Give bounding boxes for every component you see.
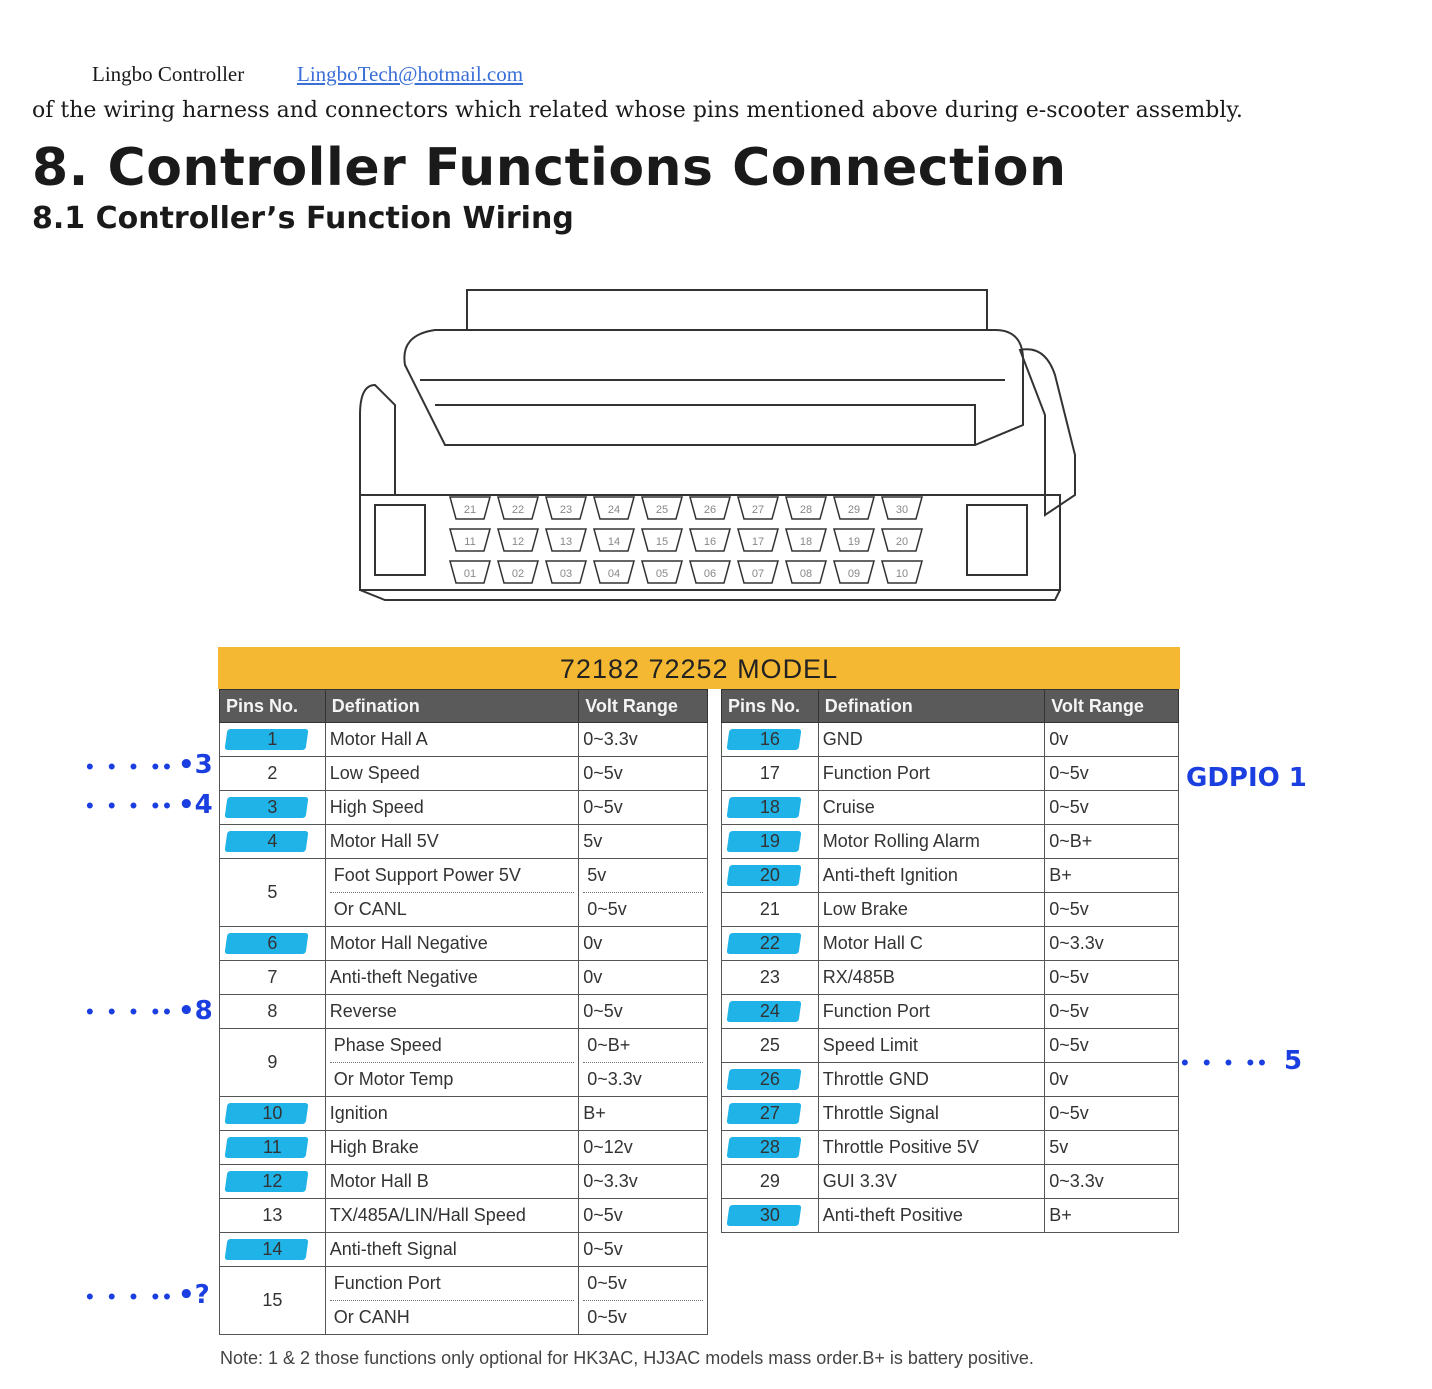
- col-header-defination: Defination: [325, 690, 579, 723]
- connector-slot-label: 15: [655, 536, 669, 548]
- connector-slot-label: 27: [751, 504, 765, 516]
- pin-number-text: 17: [759, 763, 780, 783]
- pin-volt-range: 0~5v: [1045, 1097, 1179, 1131]
- pin-number-text: 23: [759, 967, 780, 987]
- pin-number-text: 26: [759, 1069, 780, 1089]
- pin-definition: High Speed: [325, 791, 579, 825]
- pin-number-text: 8: [267, 1001, 278, 1021]
- pin-number: [220, 1267, 326, 1335]
- connector-slot-label: 24: [607, 504, 621, 516]
- pin-volt-range: 0~5v: [1045, 893, 1179, 927]
- cell-line: 0~5v: [583, 1300, 703, 1334]
- subsection-title: 8.1 Controller’s Function Wiring: [32, 201, 574, 236]
- connector-slot-label: 16: [703, 536, 717, 548]
- pin-number: [220, 1233, 326, 1267]
- pin-definition: Motor Hall C: [818, 927, 1044, 961]
- pin-number: [220, 757, 326, 791]
- pin-volt-range: 0~5v: [579, 995, 708, 1029]
- pin-definition: Function Port: [818, 757, 1044, 791]
- table-row: [220, 1029, 708, 1097]
- pin-volt-range: 0~3.3v: [579, 1165, 708, 1199]
- table-row: [220, 723, 708, 757]
- pin-definition: High Brake: [325, 1131, 579, 1165]
- col-header-volt: Volt Range: [579, 690, 708, 723]
- pin-number: [722, 1199, 819, 1233]
- connector-slot-label: 07: [751, 568, 765, 580]
- table-row: [722, 1097, 1179, 1131]
- connector-slot-label: 02: [511, 568, 525, 580]
- annotation-dots: • • • ••: [86, 793, 175, 818]
- table-row: [722, 1063, 1179, 1097]
- cell-line: 0~3.3v: [583, 1062, 703, 1096]
- annotation-dots: • • • ••: [86, 1284, 175, 1309]
- annotation-dots: • • • ••: [86, 999, 175, 1024]
- pin-number: [722, 859, 819, 893]
- table-row: [722, 1131, 1179, 1165]
- table-row: [722, 995, 1179, 1029]
- connector-slot-label: 21: [463, 504, 477, 516]
- pin-number: [220, 723, 326, 757]
- connector-slot-label: 04: [607, 568, 621, 580]
- annotation-8: •8: [178, 996, 213, 1026]
- pin-volt-range: 0~5v: [579, 1233, 708, 1267]
- table-row: [220, 995, 708, 1029]
- annotation-5: 5: [1284, 1046, 1303, 1076]
- pin-number: [722, 1131, 819, 1165]
- pin-number-text: 15: [262, 1290, 283, 1310]
- pin-definition: Motor Hall Negative: [325, 927, 579, 961]
- table-row: [722, 859, 1179, 893]
- table-row: [220, 927, 708, 961]
- connector-slot-label: 11: [464, 536, 476, 548]
- pin-definition: Throttle Signal: [818, 1097, 1044, 1131]
- pin-definition: Reverse: [325, 995, 579, 1029]
- pin-number: [220, 791, 326, 825]
- annotation-question: •?: [178, 1280, 210, 1310]
- pin-volt-range: 0v: [579, 961, 708, 995]
- pin-definition: RX/485B: [818, 961, 1044, 995]
- col-header-pins: Pins No.: [220, 690, 326, 723]
- annotation-dots: • • • ••: [86, 754, 175, 779]
- cell-line: Or CANL: [330, 892, 575, 926]
- pin-number-text: 19: [759, 831, 780, 851]
- connector-slot-label: 18: [799, 536, 813, 548]
- table-row: [220, 791, 708, 825]
- pin-number: [722, 995, 819, 1029]
- table-row: [220, 1097, 708, 1131]
- cell-line: Foot Support Power 5V: [333, 865, 521, 885]
- connector-slot-label: 23: [559, 504, 573, 516]
- pin-number-text: 25: [759, 1035, 780, 1055]
- pin-number: [722, 1165, 819, 1199]
- section-title: 8. Controller Functions Connection: [32, 138, 1067, 198]
- pin-number: [722, 1029, 819, 1063]
- pin-number-text: 4: [267, 831, 278, 851]
- table-row: [220, 1131, 708, 1165]
- pin-definition: Motor Hall A: [325, 723, 579, 757]
- pin-volt-range: 0~5v: [1045, 961, 1179, 995]
- left-pin-table: [219, 689, 708, 1335]
- pin-definition: [325, 1029, 579, 1097]
- pin-volt-range: 0v: [1045, 723, 1179, 757]
- connector-slot-label: 19: [847, 536, 861, 548]
- pin-definition: TX/485A/LIN/Hall Speed: [325, 1199, 579, 1233]
- pin-definition: Cruise: [818, 791, 1044, 825]
- pin-definition: Ignition: [325, 1097, 579, 1131]
- pin-number: [722, 893, 819, 927]
- connector-slot-label: 17: [751, 536, 765, 548]
- pin-number-text: 11: [263, 1137, 282, 1157]
- pin-number-text: 7: [267, 967, 278, 987]
- pin-volt-range: 5v: [1045, 1131, 1179, 1165]
- table-row: [220, 825, 708, 859]
- pin-number: [220, 825, 326, 859]
- col-header-pins: Pins No.: [722, 690, 819, 723]
- pin-number: [220, 1029, 326, 1097]
- cell-line: 5v: [587, 865, 607, 885]
- connector-slot-label: 25: [655, 504, 669, 516]
- pin-volt-range: 0~5v: [1045, 1029, 1179, 1063]
- table-row: [722, 1029, 1179, 1063]
- table-row: [722, 893, 1179, 927]
- pin-definition: Motor Rolling Alarm: [818, 825, 1044, 859]
- pin-number: [722, 791, 819, 825]
- pin-number-text: 21: [759, 899, 780, 919]
- pin-volt-range: [579, 1267, 708, 1335]
- pin-number-text: 1: [267, 729, 278, 749]
- pin-volt-range: [579, 859, 708, 927]
- connector-slot-label: 06: [703, 568, 717, 580]
- connector-row-bottom: [450, 561, 922, 583]
- model-title: 72182 72252 MODEL: [218, 647, 1180, 689]
- connector-row-top: [450, 497, 922, 519]
- pin-number: [220, 961, 326, 995]
- table-row: [722, 927, 1179, 961]
- right-pin-table: [721, 689, 1179, 1233]
- connector-slot-label: 20: [895, 536, 909, 548]
- pin-volt-range: B+: [1045, 859, 1179, 893]
- table-row: [722, 825, 1179, 859]
- pin-number-text: 10: [262, 1103, 283, 1123]
- connector-row-middle: [450, 529, 922, 551]
- pin-volt-range: 0~5v: [579, 791, 708, 825]
- pin-number-text: 27: [759, 1103, 780, 1123]
- pin-definition: Throttle Positive 5V: [818, 1131, 1044, 1165]
- pin-volt-range: 0~3.3v: [1045, 1165, 1179, 1199]
- connector-slot-label: 10: [895, 568, 909, 580]
- pin-number: [722, 927, 819, 961]
- connector-slot-label: 01: [463, 568, 477, 580]
- pin-definition: Function Port: [818, 995, 1044, 1029]
- table-row: [220, 859, 708, 927]
- pin-number: [220, 1165, 326, 1199]
- header-company: Lingbo Controller: [92, 62, 245, 86]
- pin-number: [722, 1063, 819, 1097]
- pin-definition: Throttle GND: [818, 1063, 1044, 1097]
- pin-number-text: 20: [759, 865, 780, 885]
- table-row: [722, 757, 1179, 791]
- connector-diagram: [355, 285, 1085, 605]
- pin-number-text: 29: [759, 1171, 780, 1191]
- pin-number-text: 24: [759, 1001, 780, 1021]
- cell-line: Or CANH: [330, 1300, 575, 1334]
- pin-volt-range: 0~5v: [1045, 995, 1179, 1029]
- annotation-gdpio: GDPIO 1: [1186, 763, 1307, 793]
- connector-slot-label: 05: [655, 568, 669, 580]
- cell-line: 0~B+: [587, 1035, 631, 1055]
- footnote: Note: 1 & 2 those functions only optional for HK3AC, HJ3AC models mass order.B+ is battery positive.: [220, 1348, 1034, 1368]
- pin-number-text: 28: [759, 1137, 780, 1157]
- cell-line: Phase Speed: [333, 1035, 442, 1055]
- pin-volt-range: 0~5v: [579, 757, 708, 791]
- connector-slot-label: 12: [511, 536, 525, 548]
- pin-number-text: 2: [267, 763, 278, 783]
- pin-definition: Anti-theft Negative: [325, 961, 579, 995]
- col-header-defination: Defination: [818, 690, 1044, 723]
- connector-slot-label: 30: [895, 504, 909, 516]
- annotation-4: •4: [178, 790, 213, 820]
- connector-slot-label: 09: [847, 568, 861, 580]
- table-row: [722, 723, 1179, 757]
- connector-slot-label: 13: [559, 536, 573, 548]
- pin-volt-range: B+: [1045, 1199, 1179, 1233]
- header-email-link[interactable]: LingboTech@hotmail.com: [297, 62, 524, 86]
- pin-volt-range: 0~3.3v: [1045, 927, 1179, 961]
- table-row: [220, 1199, 708, 1233]
- pin-number-text: 5: [267, 882, 278, 902]
- pin-definition: [325, 1267, 579, 1335]
- pin-volt-range: 5v: [579, 825, 708, 859]
- pin-volt-range: 0~3.3v: [579, 723, 708, 757]
- cell-line: Function Port: [333, 1273, 441, 1293]
- pin-number-text: 16: [759, 729, 780, 749]
- table-row: [220, 961, 708, 995]
- pin-volt-range: B+: [579, 1097, 708, 1131]
- table-row: [722, 1199, 1179, 1233]
- pin-number-text: 22: [759, 933, 780, 953]
- pin-definition: Speed Limit: [818, 1029, 1044, 1063]
- pin-volt-range: 0v: [579, 927, 708, 961]
- pin-number-text: 3: [267, 797, 278, 817]
- pin-number: [220, 995, 326, 1029]
- connector-slot-label: 08: [799, 568, 813, 580]
- col-header-volt: Volt Range: [1045, 690, 1179, 723]
- pin-number-text: 12: [262, 1171, 283, 1191]
- connector-slot-label: 14: [607, 536, 621, 548]
- table-row: [220, 1233, 708, 1267]
- pin-number-text: 6: [267, 933, 278, 953]
- pin-number: [722, 961, 819, 995]
- pin-definition: Anti-theft Positive: [818, 1199, 1044, 1233]
- pin-number-text: 13: [262, 1205, 283, 1225]
- pin-definition: GND: [818, 723, 1044, 757]
- table-row: [722, 1165, 1179, 1199]
- pin-volt-range: 0~B+: [1045, 825, 1179, 859]
- pin-volt-range: 0~5v: [1045, 791, 1179, 825]
- intro-text: of the wiring harness and connectors which related whose pins mentioned above during e-scooter assembly.: [32, 98, 1243, 123]
- pin-number: [722, 757, 819, 791]
- pin-volt-range: [579, 1029, 708, 1097]
- pin-number-text: 14: [262, 1239, 283, 1259]
- connector-slot-label: 28: [799, 504, 813, 516]
- pin-number: [220, 859, 326, 927]
- pin-number: [722, 723, 819, 757]
- pin-number-text: 9: [267, 1052, 278, 1072]
- pin-volt-range: 0~12v: [579, 1131, 708, 1165]
- pin-number-text: 18: [759, 797, 780, 817]
- pin-number: [722, 1097, 819, 1131]
- pin-definition: GUI 3.3V: [818, 1165, 1044, 1199]
- pin-number: [220, 1131, 326, 1165]
- annotation-3: •3: [178, 750, 213, 780]
- pin-definition: Low Speed: [325, 757, 579, 791]
- table-row: [220, 757, 708, 791]
- pin-definition: Anti-theft Ignition: [818, 859, 1044, 893]
- pin-number: [722, 825, 819, 859]
- connector-slot-label: 29: [847, 504, 861, 516]
- table-row: [220, 1165, 708, 1199]
- pin-definition: Motor Hall B: [325, 1165, 579, 1199]
- annotation-dots: • • • ••: [1181, 1050, 1270, 1075]
- pin-number: [220, 1097, 326, 1131]
- table-row: [722, 791, 1179, 825]
- connector-slot-label: 26: [703, 504, 717, 516]
- pin-volt-range: 0~5v: [579, 1199, 708, 1233]
- pin-definition: [325, 859, 579, 927]
- pin-number: [220, 927, 326, 961]
- cell-line: 0~5v: [587, 1273, 627, 1293]
- pin-number: [220, 1199, 326, 1233]
- table-row: [722, 961, 1179, 995]
- pin-definition: Anti-theft Signal: [325, 1233, 579, 1267]
- cell-line: 0~5v: [583, 892, 703, 926]
- connector-slot-label: 22: [511, 504, 525, 516]
- connector-slot-label: 03: [559, 568, 573, 580]
- pin-definition: Low Brake: [818, 893, 1044, 927]
- cell-line: Or Motor Temp: [330, 1062, 575, 1096]
- table-row: [220, 1267, 708, 1335]
- pin-definition: Motor Hall 5V: [325, 825, 579, 859]
- pin-volt-range: 0v: [1045, 1063, 1179, 1097]
- pin-number-text: 30: [759, 1205, 780, 1225]
- pin-volt-range: 0~5v: [1045, 757, 1179, 791]
